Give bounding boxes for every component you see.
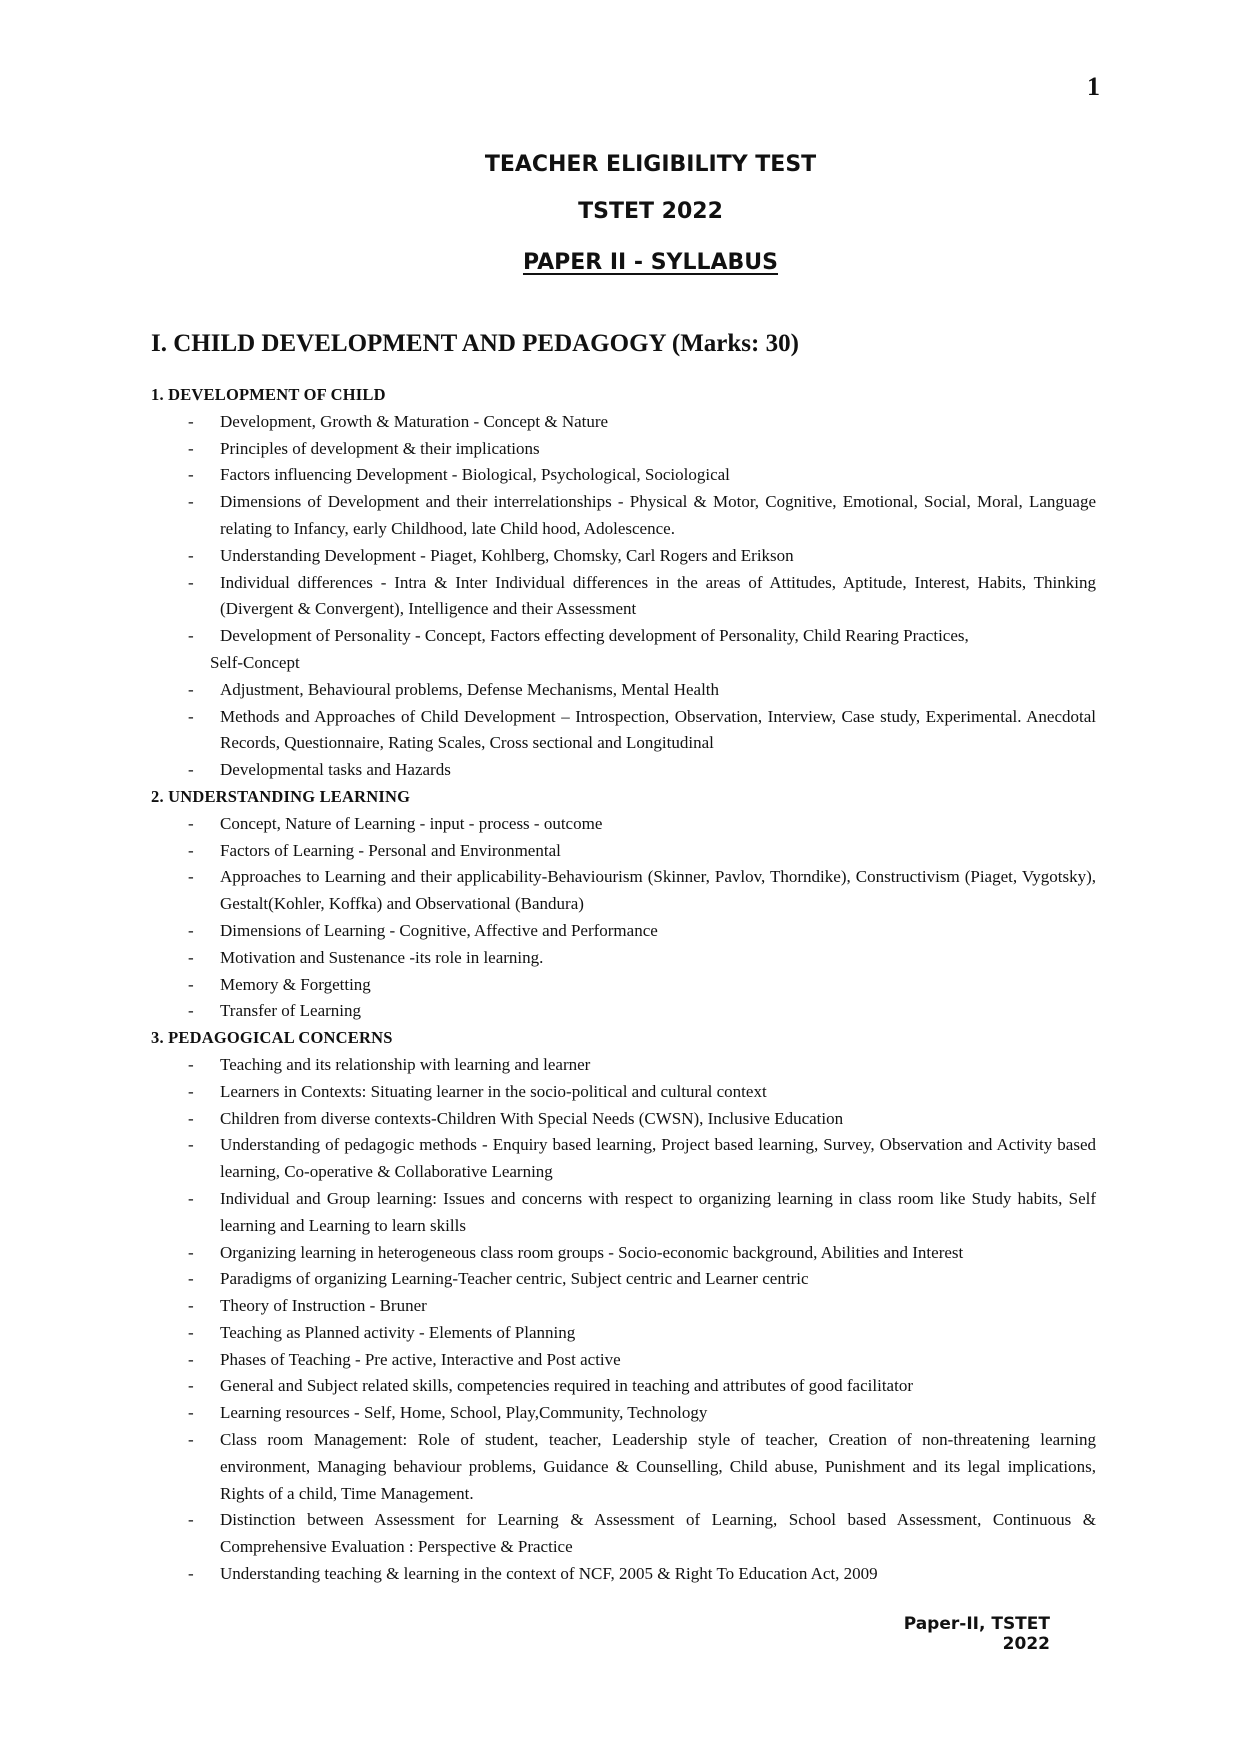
bullet-dash-icon: - bbox=[188, 1510, 194, 1530]
list-item-text: Phases of Teaching - Pre active, Interactive and Post active bbox=[220, 1349, 621, 1369]
list-item bbox=[151, 704, 1096, 758]
bullet-dash-icon: - bbox=[188, 867, 194, 887]
subsection-list bbox=[151, 409, 1096, 784]
bullet-dash-icon: - bbox=[188, 1001, 194, 1021]
bullet-dash-icon: - bbox=[188, 1564, 194, 1584]
bullet-dash-icon: - bbox=[188, 1403, 194, 1423]
list-item-text: Class room Management: Role of student, teacher, Leadership style of teacher, Creation of non-threatening learning environment, Managing behaviour problems, Guidance & Counselling, Child abuse, Punishment and its legal implications, Rights of a child, Time Management. bbox=[220, 1430, 1096, 1503]
list-item bbox=[151, 1293, 1096, 1320]
list-item bbox=[151, 409, 1096, 436]
list-item bbox=[151, 436, 1096, 463]
list-item-text: Dimensions of Learning - Cognitive, Affective and Performance bbox=[220, 920, 658, 940]
bullet-dash-icon: - bbox=[188, 1296, 194, 1316]
bullet-dash-icon: - bbox=[188, 572, 194, 592]
bullet-dash-icon: - bbox=[188, 1081, 194, 1101]
bullet-dash-icon: - bbox=[188, 679, 194, 699]
list-item-text: Learners in Contexts: Situating learner in the socio-political and cultural context bbox=[220, 1081, 767, 1101]
bullet-dash-icon: - bbox=[188, 947, 194, 967]
list-item-text: Individual differences - Intra & Inter Individual differences in the areas of Attitudes, Aptitude, Interest, Habits, Thinking (Divergent & Convergent), Intelligence and their Assessment bbox=[220, 572, 1096, 619]
list-item-text: Teaching and its relationship with learning and learner bbox=[220, 1054, 591, 1074]
list-item bbox=[151, 918, 1096, 945]
list-item bbox=[151, 864, 1096, 918]
list-item-text: Approaches to Learning and their applicability-Behaviourism (Skinner, Pavlov, Thorndike), Constructivism (Piaget, Vygotsky), Gestalt(Kohler, Koffka) and Observational (Bandura) bbox=[220, 867, 1096, 914]
page-footer: Paper-II, TSTET 2022 bbox=[903, 1614, 1050, 1654]
list-item bbox=[151, 489, 1096, 543]
bullet-dash-icon: - bbox=[188, 920, 194, 940]
list-item-text: Learning resources - Self, Home, School, Play,Community, Technology bbox=[220, 1403, 708, 1423]
exam-name: TSTET 2022 bbox=[578, 199, 723, 224]
list-item bbox=[151, 757, 1096, 784]
list-item bbox=[151, 838, 1096, 865]
list-item-text: Transfer of Learning bbox=[220, 1001, 361, 1021]
section-title: I. CHILD DEVELOPMENT AND PEDAGOGY (Marks: 30) bbox=[151, 330, 799, 357]
page-number: 1 bbox=[1087, 72, 1100, 101]
list-item bbox=[151, 811, 1096, 838]
syllabus-content bbox=[151, 382, 1096, 1588]
list-item-text: Organizing learning in heterogeneous class room groups - Socio-economic background, Abilities and Interest bbox=[220, 1242, 964, 1262]
list-item-text: Theory of Instruction - Bruner bbox=[220, 1296, 427, 1316]
subsection-list bbox=[151, 811, 1096, 1025]
list-item bbox=[151, 1561, 1096, 1588]
list-item-text: Distinction between Assessment for Learning & Assessment of Learning, School based Assessment, Continuous & Comprehensive Evaluation : Perspective & Practice bbox=[220, 1510, 1096, 1557]
list-item bbox=[151, 1427, 1096, 1507]
bullet-dash-icon: - bbox=[188, 411, 194, 431]
list-item-text: Factors of Learning - Personal and Environmental bbox=[220, 840, 561, 860]
list-item-text: Concept, Nature of Learning - input - process - outcome bbox=[220, 813, 603, 833]
bullet-dash-icon: - bbox=[188, 1430, 194, 1450]
bullet-dash-icon: - bbox=[188, 706, 194, 726]
list-item bbox=[151, 1052, 1096, 1079]
list-item-text: Understanding teaching & learning in the context of NCF, 2005 & Right To Education Act, 2009 bbox=[220, 1564, 878, 1584]
list-item-text: Dimensions of Development and their interrelationships - Physical & Motor, Cognitive, Emotional, Social, Moral, Language relating to Infancy, early Childhood, late Child hood, Adolescence. bbox=[220, 492, 1096, 538]
subsection-heading-understanding-learning: 2. UNDERSTANDING LEARNING bbox=[151, 786, 411, 806]
list-item bbox=[151, 623, 1096, 650]
bullet-dash-icon: - bbox=[188, 465, 194, 485]
list-item bbox=[151, 945, 1096, 972]
bullet-dash-icon: - bbox=[188, 1322, 194, 1342]
list-item-text: Teaching as Planned activity - Elements of Planning bbox=[220, 1322, 576, 1342]
list-item bbox=[151, 1347, 1096, 1374]
list-item bbox=[151, 1186, 1096, 1240]
bullet-dash-icon: - bbox=[188, 1135, 194, 1155]
bullet-dash-icon: - bbox=[188, 545, 194, 565]
list-item-text: Development of Personality - Concept, Factors effecting development of Personality, Child Rearing Practices, bbox=[220, 626, 969, 646]
list-item bbox=[151, 1106, 1096, 1133]
list-item-text: Individual and Group learning: Issues and concerns with respect to organizing learning in class room like Study habits, Self learning and Learning to learn skills bbox=[220, 1188, 1096, 1235]
bullet-dash-icon: - bbox=[188, 1188, 194, 1208]
list-item-text: Children from diverse contexts-Children With Special Needs (CWSN), Inclusive Education bbox=[220, 1108, 844, 1128]
subsection-heading-pedagogical-concerns: 3. PEDAGOGICAL CONCERNS bbox=[151, 1028, 393, 1048]
list-item bbox=[151, 1240, 1096, 1267]
list-item bbox=[151, 462, 1096, 489]
list-item bbox=[151, 570, 1096, 624]
list-item-text: Developmental tasks and Hazards bbox=[220, 760, 451, 780]
bullet-dash-icon: - bbox=[188, 840, 194, 860]
list-item bbox=[151, 1079, 1096, 1106]
subsection-list bbox=[151, 1052, 1096, 1588]
list-item-text: General and Subject related skills, competencies required in teaching and attributes of good facilitator bbox=[220, 1376, 913, 1396]
list-item bbox=[151, 972, 1096, 999]
bullet-dash-icon: - bbox=[188, 1054, 194, 1074]
list-item-text: Understanding Development - Piaget, Kohlberg, Chomsky, Carl Rogers and Erikson bbox=[220, 545, 794, 565]
list-item bbox=[151, 1507, 1096, 1561]
list-item-continuation: Self-Concept bbox=[210, 652, 300, 672]
list-item bbox=[151, 1132, 1096, 1186]
bullet-dash-icon: - bbox=[188, 1242, 194, 1262]
bullet-dash-icon: - bbox=[188, 760, 194, 780]
bullet-dash-icon: - bbox=[188, 438, 194, 458]
bullet-dash-icon: - bbox=[188, 1108, 194, 1128]
list-item bbox=[151, 543, 1096, 570]
list-item-text: Adjustment, Behavioural problems, Defense Mechanisms, Mental Health bbox=[220, 679, 720, 699]
list-item bbox=[151, 998, 1096, 1025]
list-item-text: Factors influencing Development - Biological, Psychological, Sociological bbox=[220, 465, 730, 485]
list-item-text: Methods and Approaches of Child Development – Introspection, Observation, Interview, Case study, Experimental. Anecdotal Records, Questionnaire, Rating Scales, Cross sectional and Longitudinal bbox=[220, 706, 1096, 753]
list-item-text: Principles of development & their implications bbox=[220, 438, 540, 458]
bullet-dash-icon: - bbox=[188, 813, 194, 833]
paper-syllabus-heading: PAPER II - SYLLABUS bbox=[522, 250, 779, 275]
list-item bbox=[151, 1266, 1096, 1293]
list-item-text: Development, Growth & Maturation - Concept & Nature bbox=[220, 411, 609, 431]
bullet-dash-icon: - bbox=[188, 492, 194, 512]
subsection-heading-development-of-child: 1. DEVELOPMENT OF CHILD bbox=[151, 385, 386, 404]
bullet-dash-icon: - bbox=[188, 1349, 194, 1369]
list-item-text: Memory & Forgetting bbox=[220, 974, 371, 994]
list-item bbox=[151, 1373, 1096, 1400]
document-title: TEACHER ELIGIBILITY TEST bbox=[484, 152, 817, 177]
list-item-text: Paradigms of organizing Learning-Teacher centric, Subject centric and Learner centric bbox=[220, 1269, 809, 1289]
bullet-dash-icon: - bbox=[188, 974, 194, 994]
bullet-dash-icon: - bbox=[188, 1376, 194, 1396]
bullet-dash-icon: - bbox=[188, 1269, 194, 1289]
list-item-text: Understanding of pedagogic methods - Enquiry based learning, Project based learning, Survey, Observation and Activity based learning, Co-operative & Collaborative Learning bbox=[220, 1135, 1096, 1182]
bullet-dash-icon: - bbox=[188, 626, 194, 646]
list-item bbox=[151, 677, 1096, 704]
list-item bbox=[151, 1400, 1096, 1427]
list-item-text: Motivation and Sustenance -its role in learning. bbox=[220, 947, 544, 967]
list-item bbox=[151, 1320, 1096, 1347]
